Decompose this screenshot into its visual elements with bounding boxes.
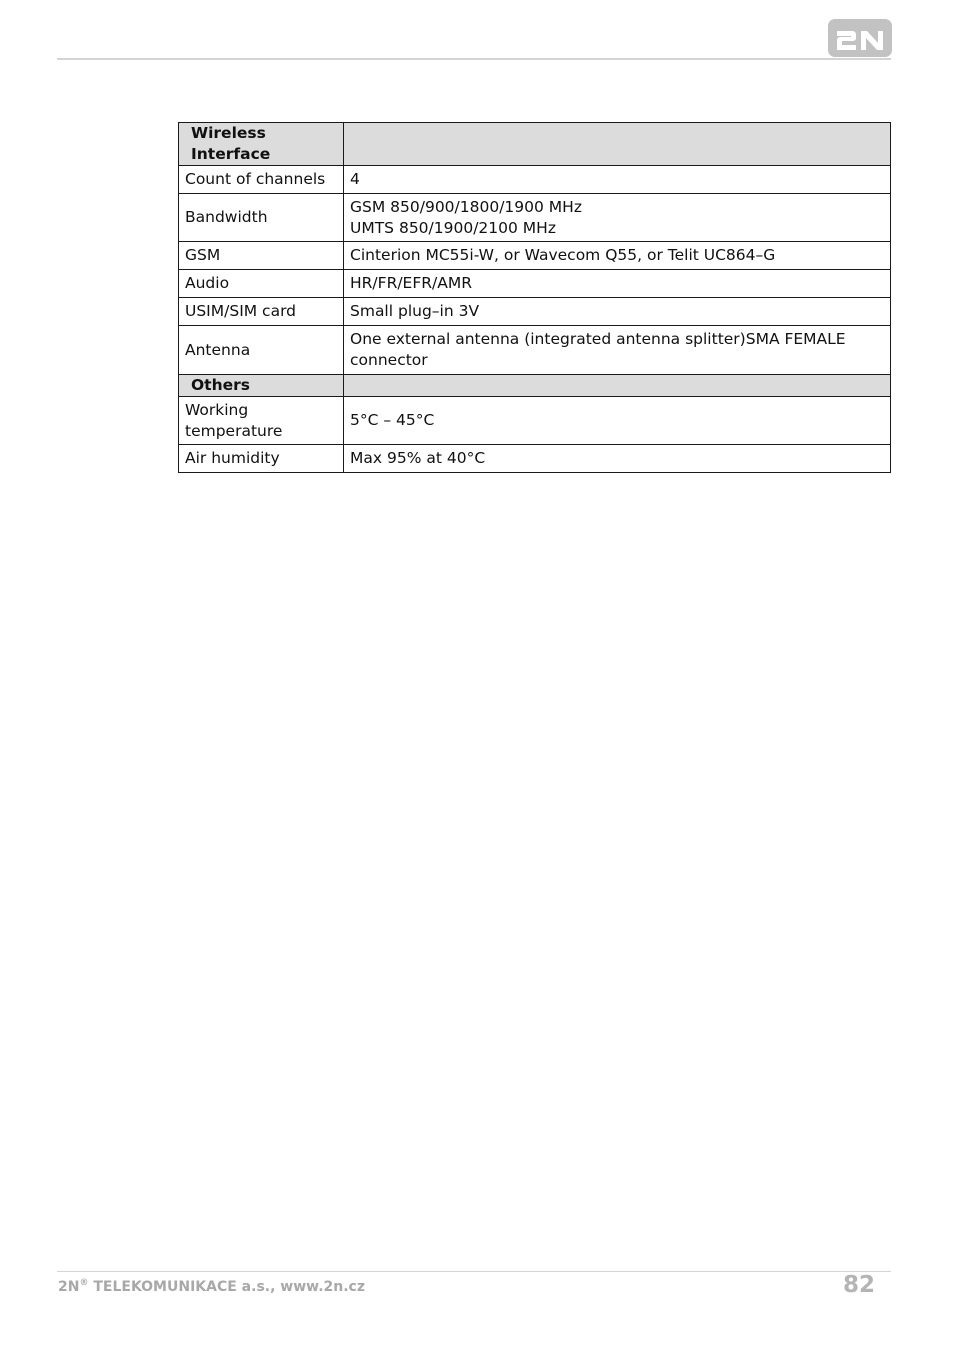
page-number: 82 (843, 1272, 876, 1298)
section-title-text: Others (191, 376, 251, 394)
table-row (179, 194, 891, 242)
table-row (179, 270, 891, 298)
row-value-line: GSM 850/900/1800/1900 MHz (350, 197, 582, 216)
table-row (179, 397, 891, 445)
row-value: 4 (344, 166, 891, 194)
row-value (344, 194, 891, 242)
row-label: Audio (179, 270, 344, 298)
specifications-table (178, 122, 891, 473)
row-value: One external antenna (integrated antenna splitter)SMA FEMALE connector (344, 326, 891, 375)
section-empty-cell (344, 123, 891, 166)
table-row (179, 242, 891, 270)
header-rule (57, 58, 891, 60)
row-label: GSM (179, 242, 344, 270)
row-label: USIM/SIM card (179, 298, 344, 326)
row-label: Count of channels (179, 166, 344, 194)
row-label: Air humidity (179, 445, 344, 473)
row-label: Working temperature (179, 397, 344, 445)
row-label: Bandwidth (179, 194, 344, 242)
row-value: 5°C – 45°C (344, 397, 891, 445)
table-row (179, 298, 891, 326)
section-title (179, 123, 344, 166)
table-row (179, 445, 891, 473)
row-value: Cinterion MC55i-W, or Wavecom Q55, or Telit UC864–G (344, 242, 891, 270)
row-value: HR/FR/EFR/AMR (344, 270, 891, 298)
section-empty-cell (344, 375, 891, 397)
row-label: Antenna (179, 326, 344, 375)
section-title-text: Wireless Interface (191, 124, 271, 163)
row-value: Small plug–in 3V (344, 298, 891, 326)
section-title (179, 375, 344, 397)
footer-company (58, 1278, 365, 1295)
footer-rule (57, 1271, 891, 1272)
section-header-wireless-interface (179, 123, 891, 166)
footer-company-text: TELEKOMUNIKACE a.s., www.2n.cz (88, 1279, 365, 1295)
table-row (179, 326, 891, 375)
brand-logo (828, 19, 892, 57)
section-header-others (179, 375, 891, 397)
logo-2n-icon (828, 19, 892, 57)
registered-mark: ® (79, 1278, 89, 1288)
row-value: Max 95% at 40°C (344, 445, 891, 473)
footer-brand: 2N (58, 1279, 80, 1295)
table-row (179, 166, 891, 194)
row-value-line: UMTS 850/1900/2100 MHz (350, 218, 556, 237)
